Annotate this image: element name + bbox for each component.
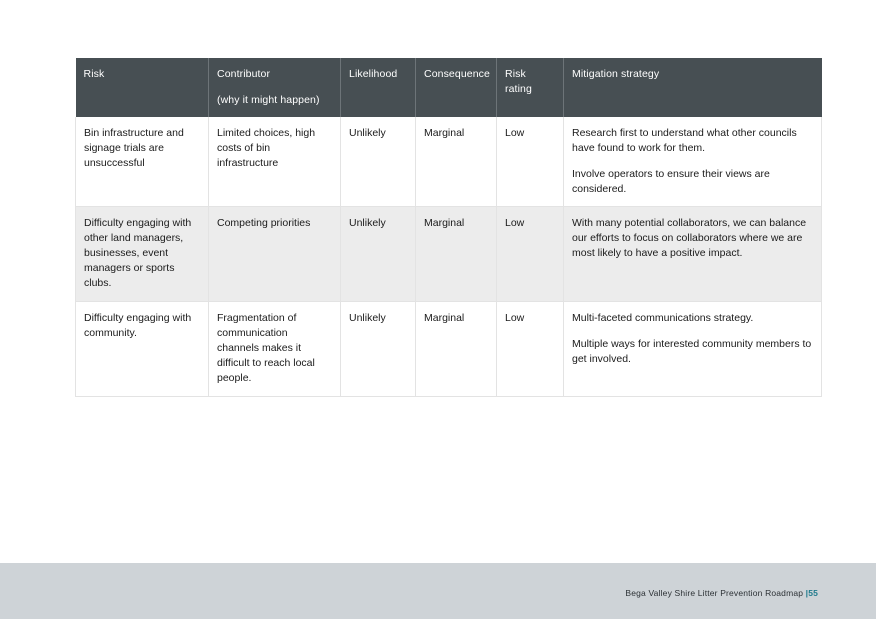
cell-risk (76, 117, 209, 207)
column-header-contributor (209, 58, 341, 117)
cell-contributor-text: Fragmentation of communication channels makes it difficult to reach local people. (217, 311, 315, 384)
cell-contributor-text: Competing priorities (217, 217, 311, 230)
column-header-consequence-label: Consequence (424, 68, 490, 80)
cell-risk-rating (497, 301, 564, 396)
column-header-risk-rating-label: Risk rating (505, 68, 532, 95)
cell-mitigation (564, 207, 822, 302)
table-row (76, 117, 822, 207)
cell-contributor (209, 117, 341, 207)
cell-risk-text: Difficulty engaging with other land managers, businesses, event managers or sports clubs. (84, 217, 192, 290)
cell-risk-text: Bin infrastructure and signage trials are unsuccessful (84, 126, 184, 169)
table-header (76, 58, 822, 117)
cell-contributor (209, 301, 341, 396)
cell-risk-rating (497, 207, 564, 302)
column-header-mitigation-strategy-label: Mitigation strategy (572, 68, 660, 80)
footer-text (625, 588, 818, 598)
cell-consequence-text: Marginal (424, 126, 465, 139)
cell-risk-rating-text: Low (505, 311, 525, 324)
cell-likelihood-text: Unlikely (349, 311, 386, 324)
cell-likelihood (341, 117, 416, 207)
cell-risk-rating-text: Low (505, 217, 525, 230)
cell-consequence-text: Marginal (424, 217, 465, 230)
cell-mitigation-paragraph: Multi-faceted communications strategy. (572, 311, 754, 324)
cell-contributor-text: Limited choices, high costs of bin infrastructure (217, 126, 316, 169)
risk-table-container (75, 58, 821, 397)
table-row (76, 207, 822, 302)
cell-mitigation-paragraph: Multiple ways for interested community members to get involved. (572, 337, 812, 365)
cell-likelihood-text: Unlikely (349, 126, 386, 139)
column-header-consequence (416, 58, 497, 117)
cell-risk-rating-text: Low (505, 126, 525, 139)
column-header-contributor-sublabel: (why it might happen) (217, 93, 320, 106)
column-header-risk (76, 58, 209, 117)
cell-mitigation-paragraph: With many potential collaborators, we can balance our efforts to focus on collaborators where we are most likely to have a positive impact. (572, 217, 807, 260)
footer-document-title: Bega Valley Shire Litter Prevention Roadmap (625, 588, 806, 598)
cell-mitigation (564, 301, 822, 396)
table-row (76, 301, 822, 396)
cell-mitigation (564, 117, 822, 207)
cell-risk (76, 207, 209, 302)
column-header-mitigation-strategy (564, 58, 822, 117)
cell-likelihood (341, 207, 416, 302)
cell-risk-rating (497, 117, 564, 207)
cell-risk (76, 301, 209, 396)
cell-consequence-text: Marginal (424, 311, 465, 324)
risk-register-table (75, 58, 822, 397)
cell-risk-text: Difficulty engaging with community. (84, 311, 192, 339)
cell-likelihood-text: Unlikely (349, 217, 386, 230)
column-header-likelihood (341, 58, 416, 117)
column-header-likelihood-label: Likelihood (349, 68, 398, 80)
column-header-risk-label: Risk (83, 68, 105, 80)
table-body (76, 117, 822, 396)
page-footer-band (0, 563, 876, 619)
cell-mitigation-paragraph: Research first to understand what other councils have found to work for them. (572, 126, 797, 154)
cell-consequence (416, 117, 497, 207)
cell-mitigation-paragraph: Involve operators to ensure their views are considered. (572, 167, 770, 195)
cell-contributor (209, 207, 341, 302)
cell-consequence (416, 207, 497, 302)
cell-consequence (416, 301, 497, 396)
footer-page-number: |55 (805, 588, 818, 598)
column-header-risk-rating (497, 58, 564, 117)
column-header-contributor-label: Contributor (217, 68, 271, 80)
cell-likelihood (341, 301, 416, 396)
table-header-row (76, 58, 822, 117)
